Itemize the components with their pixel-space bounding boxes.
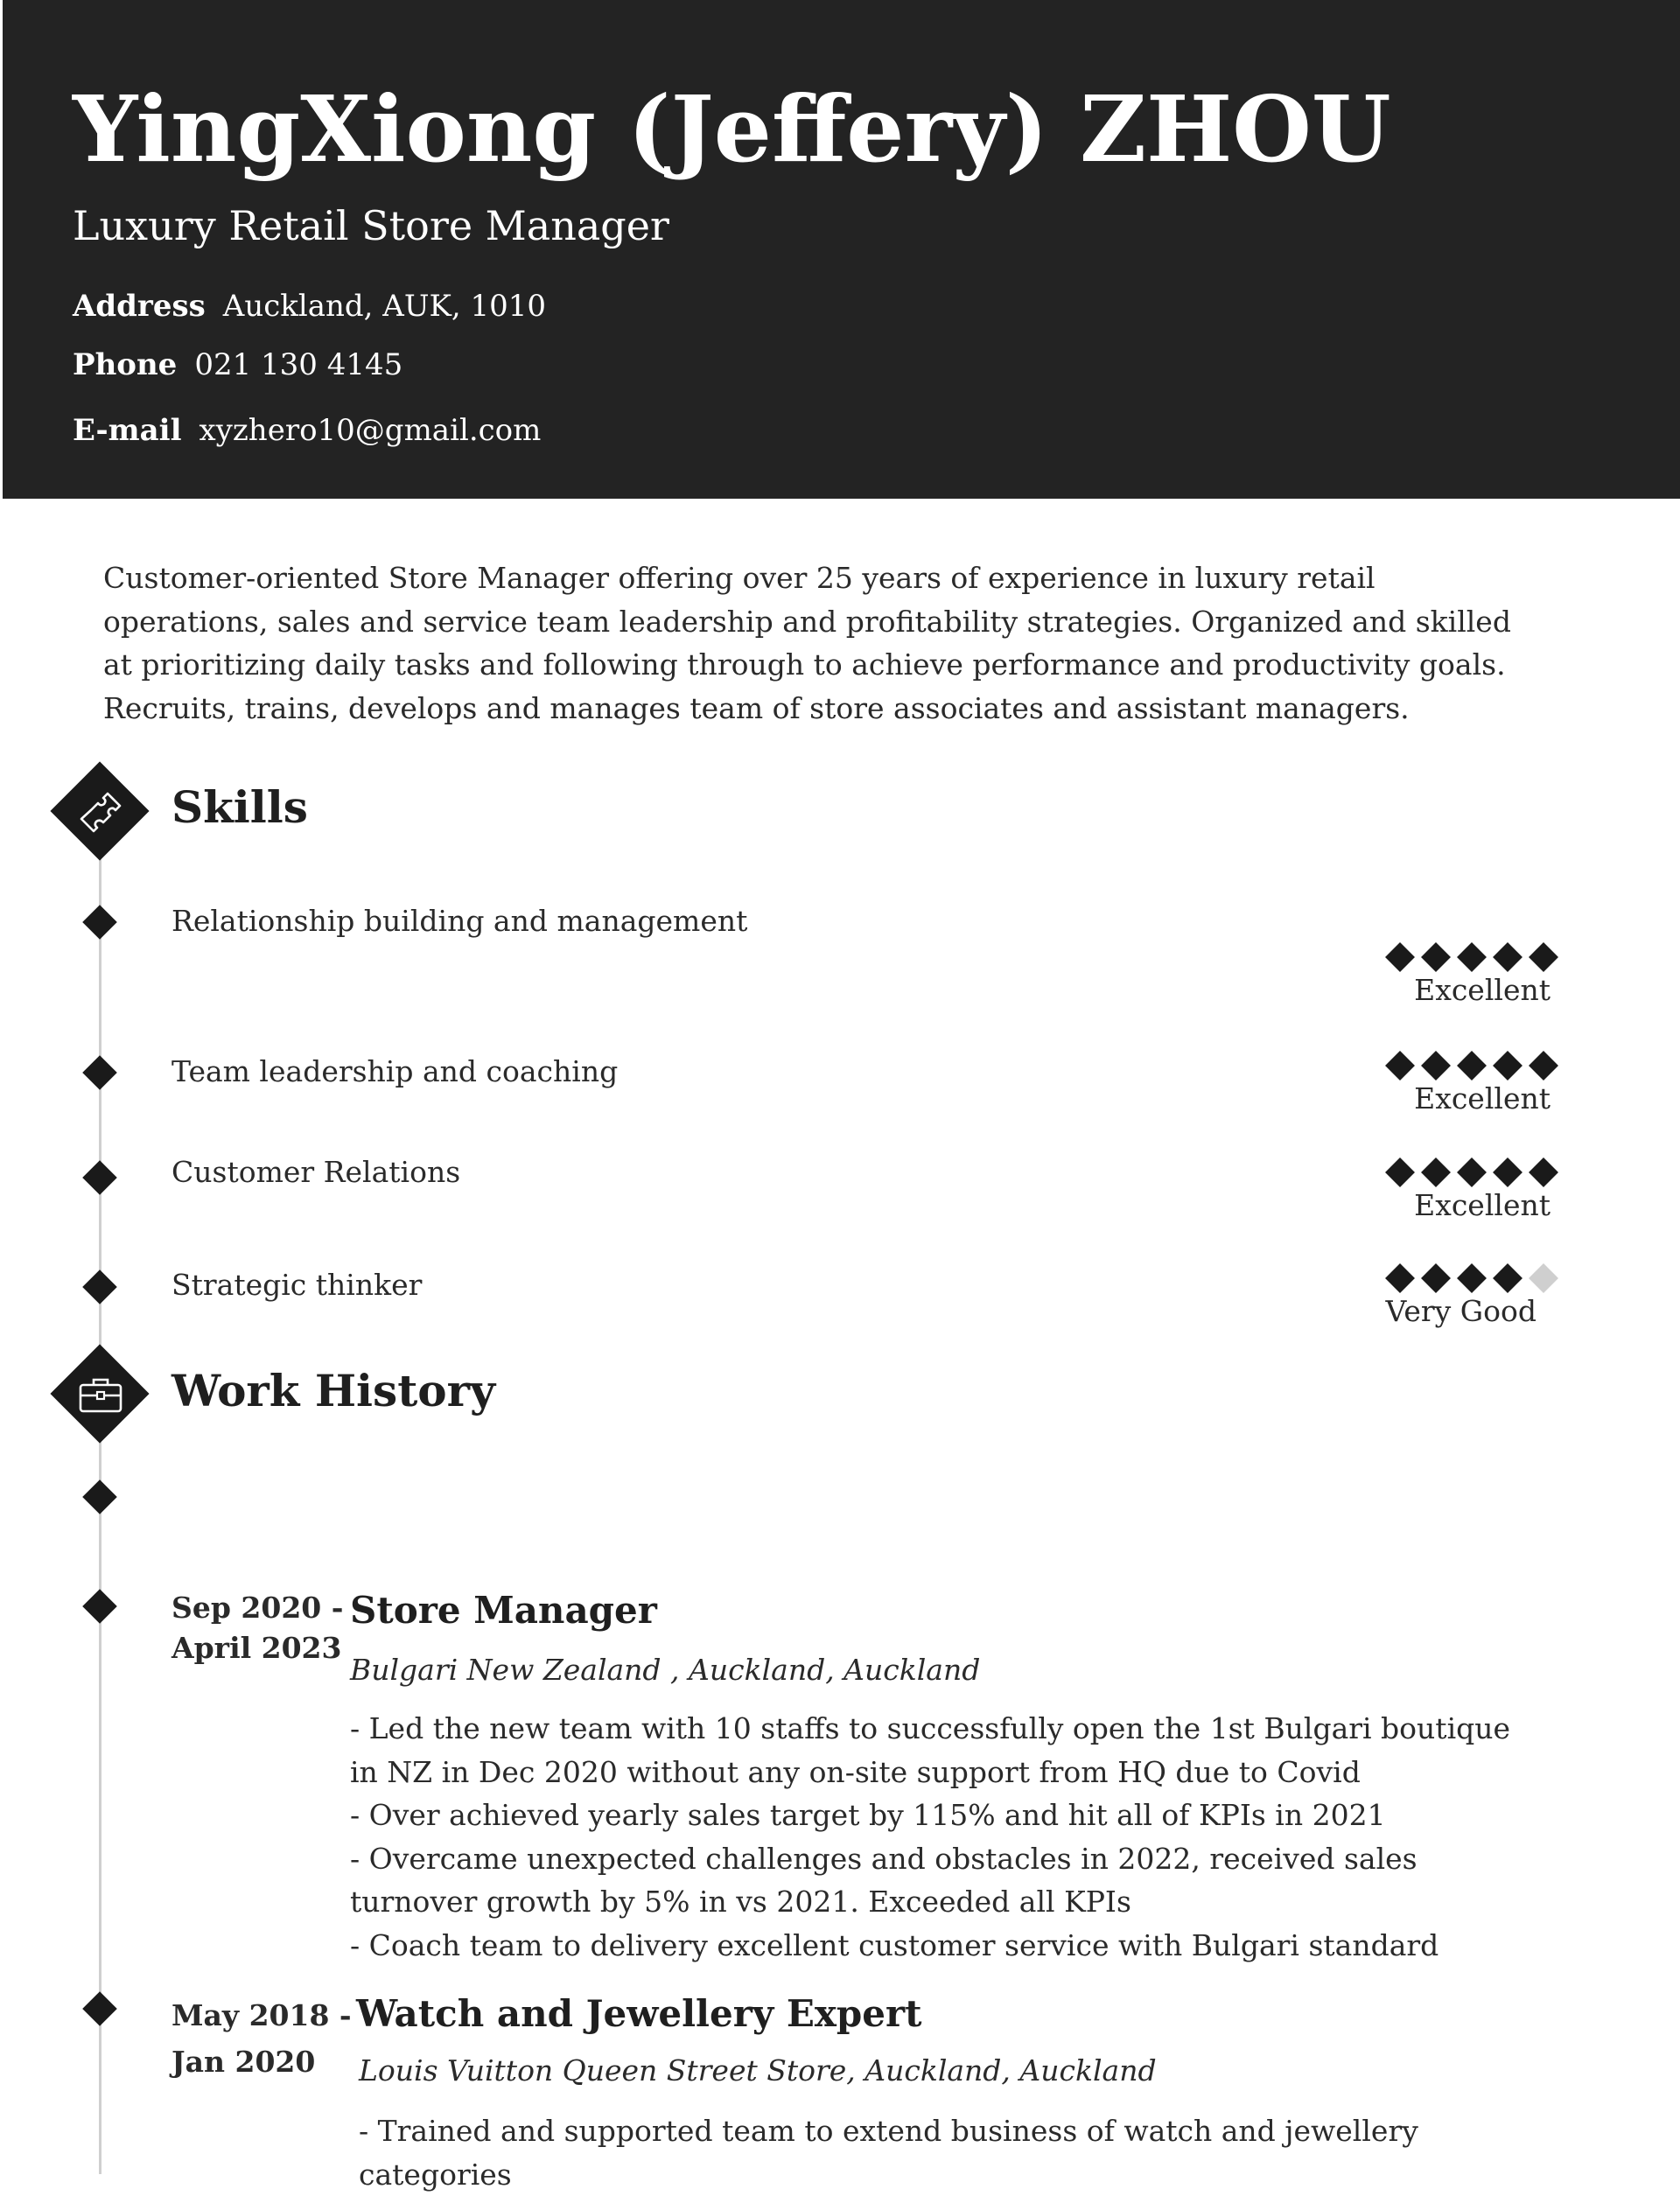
address-value: Auckland, AUK, 1010 — [222, 289, 547, 324]
puzzle-piece-icon — [51, 762, 150, 861]
briefcase-icon — [51, 1345, 150, 1444]
job-date-start: Sep 2020 - — [172, 1591, 344, 1625]
timeline-marker — [82, 1479, 117, 1514]
job-marker — [82, 1991, 117, 2026]
skill-name: Strategic thinker — [172, 1268, 423, 1302]
phone-label: Phone — [73, 347, 178, 382]
responsibility-item: - Coach team to delivery excellent customer service with Bulgari standard — [350, 1927, 1439, 1962]
rating-diamond-filled — [1385, 942, 1415, 972]
rating-dots — [1386, 1048, 1558, 1083]
skill-name: Customer Relations — [172, 1155, 461, 1189]
job-date-end: April 2023 — [172, 1631, 342, 1665]
rating-diamond-filled — [1457, 1051, 1487, 1081]
rating-diamond-filled — [1421, 1157, 1451, 1187]
work-history-heading: Work History — [172, 1365, 496, 1416]
contact-address — [73, 287, 546, 325]
candidate-title: Luxury Retail Store Manager — [73, 202, 669, 249]
rating-diamond-filled — [1385, 1051, 1415, 1081]
rating-diamond-filled — [1421, 1051, 1451, 1081]
skill-marker — [82, 1269, 117, 1304]
skill-marker — [82, 1160, 117, 1195]
skill-name: Relationship building and management — [172, 904, 748, 938]
resume-header — [3, 0, 1680, 499]
rating-diamond-filled — [1457, 1263, 1487, 1293]
rating-diamond-filled — [1493, 942, 1522, 972]
job-role: Store Manager — [350, 1589, 657, 1632]
job-date-end: Jan 2020 — [172, 2045, 316, 2079]
skill-level: Excellent — [1414, 1188, 1550, 1222]
contact-phone — [73, 346, 402, 384]
email-label: E-mail — [73, 413, 182, 448]
rating-dots — [1386, 940, 1558, 975]
rating-diamond-filled — [1457, 942, 1487, 972]
job-date-start: May 2018 - — [172, 1998, 352, 2032]
job-employer: Bulgari New Zealand , Auckland, Auckland — [350, 1653, 981, 1687]
rating-diamond-filled — [1529, 942, 1558, 972]
candidate-name: YingXiong (Jeffery) ZHOU — [73, 75, 1391, 183]
rating-diamond-filled — [1421, 1263, 1451, 1293]
skills-heading: Skills — [172, 781, 308, 833]
job-marker — [82, 1589, 117, 1624]
job-responsibilities — [359, 2109, 1549, 2196]
rating-dots — [1386, 1261, 1558, 1296]
skill-marker — [82, 905, 117, 940]
job-employer: Louis Vuitton Queen Street Store, Auckland, Auckland — [359, 2053, 1157, 2088]
email-value[interactable]: xyzhero10@gmail.com — [199, 413, 542, 448]
rating-diamond-filled — [1493, 1263, 1522, 1293]
rating-diamond-empty — [1529, 1263, 1558, 1293]
rating-diamond-filled — [1493, 1051, 1522, 1081]
responsibility-item: - Led the new team with 10 staffs to successfully open the 1st Bulgari boutique in NZ in Dec 2020 without any on-site support from HQ due to Covid — [350, 1711, 1511, 1789]
professional-summary: Customer-oriented Store Manager offering over 25 years of experience in luxury retail operations, sales and service team leadership and profitability strategies. Organized and skilled at prioritizing daily tasks and following through to achieve performance and productivity goals. Recruits, trains, develops and manages team of store associates and assistant managers. — [103, 561, 1511, 725]
phone-value: 021 130 4145 — [194, 347, 403, 382]
skill-name: Team leadership and coaching — [172, 1054, 619, 1088]
job-responsibilities — [350, 1707, 1540, 1967]
contact-email — [73, 411, 541, 450]
address-label: Address — [73, 289, 206, 324]
rating-diamond-filled — [1493, 1157, 1522, 1187]
rating-diamond-filled — [1385, 1263, 1415, 1293]
skill-marker — [82, 1055, 117, 1090]
job-role: Watch and Jewellery Expert — [356, 1992, 922, 2035]
responsibility-item: - Over achieved yearly sales target by 115% and hit all of KPIs in 2021 — [350, 1798, 1386, 1832]
rating-dots — [1386, 1155, 1558, 1190]
rating-diamond-filled — [1529, 1157, 1558, 1187]
rating-diamond-filled — [1385, 1157, 1415, 1187]
rating-diamond-filled — [1457, 1157, 1487, 1187]
skill-level: Excellent — [1414, 973, 1550, 1007]
skill-level: Excellent — [1414, 1081, 1550, 1115]
skill-level: Very Good — [1385, 1294, 1536, 1328]
rating-diamond-filled — [1529, 1051, 1558, 1081]
rating-diamond-filled — [1421, 942, 1451, 972]
responsibility-item: - Trained and supported team to extend business of watch and jewellery categories — [359, 2114, 1418, 2192]
responsibility-item: - Overcame unexpected challenges and obstacles in 2022, received sales turnover growth by 5% in vs 2021. Exceeded all KPIs — [350, 1841, 1418, 1919]
